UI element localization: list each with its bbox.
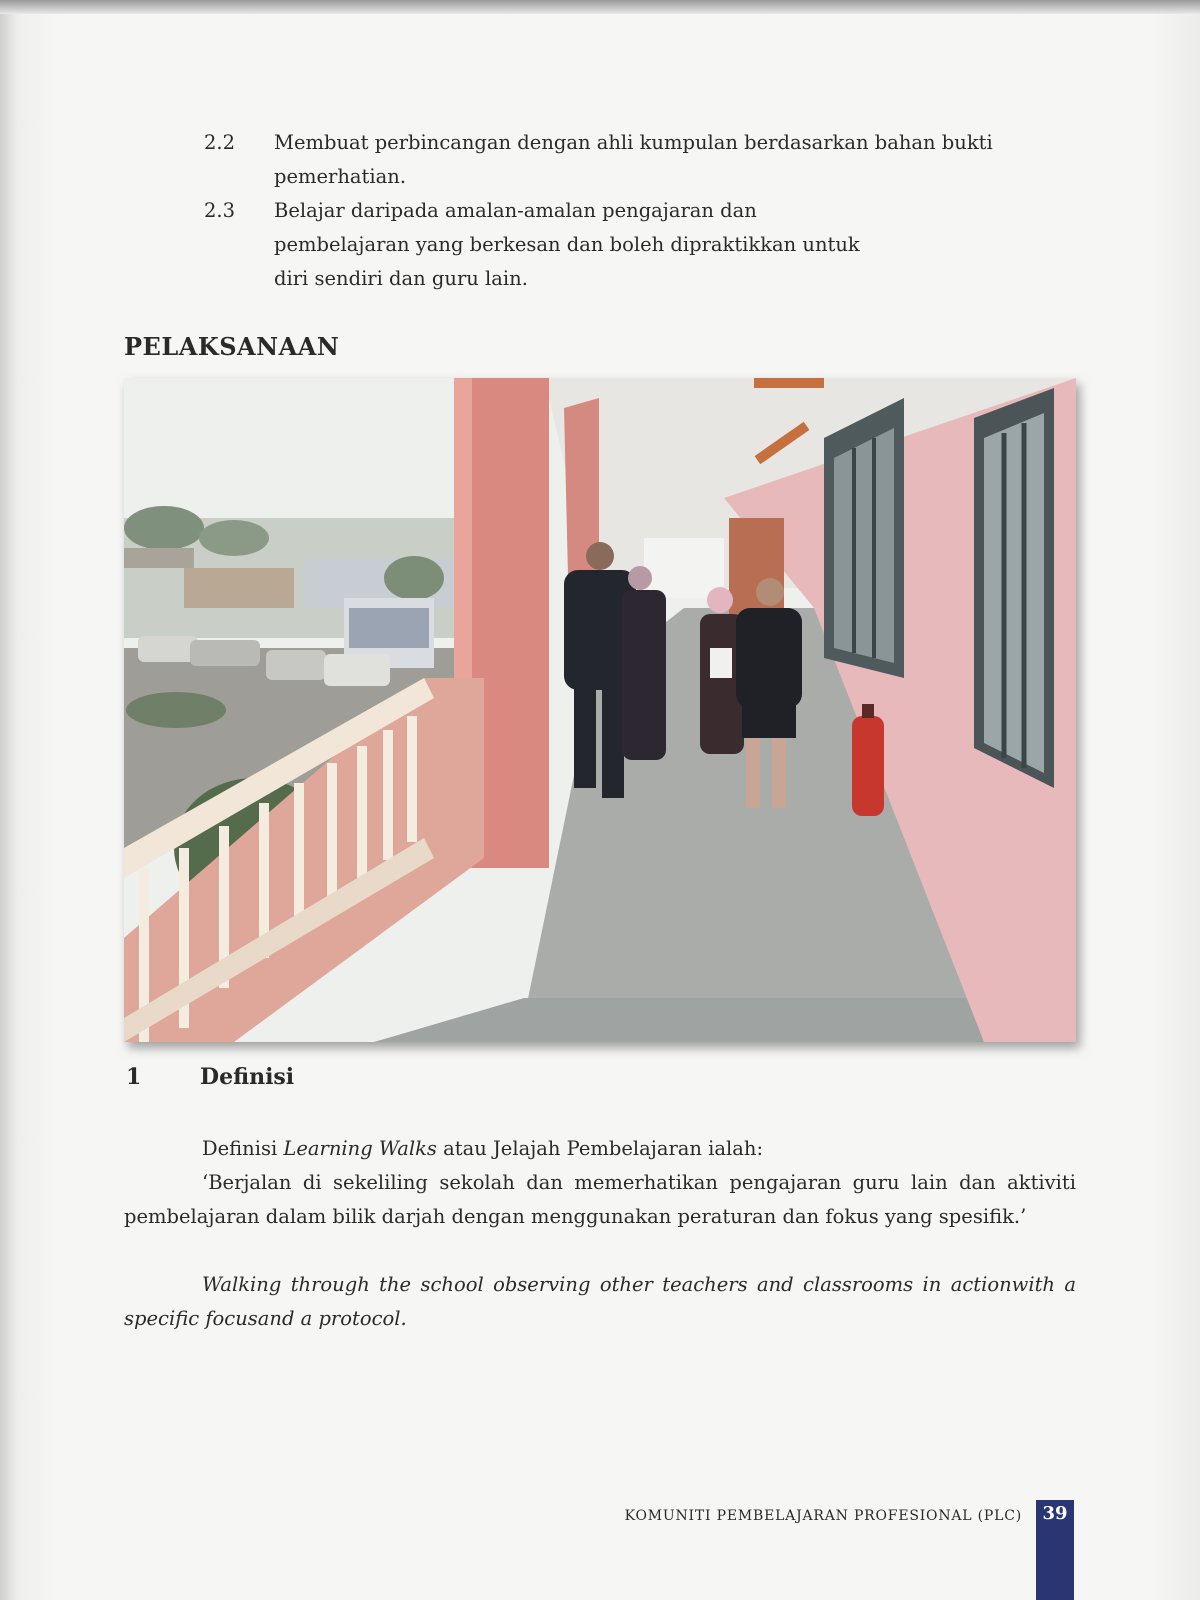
page-top-edge: [0, 0, 1200, 14]
intro-suffix: atau Jelajah Pembelajaran ialah:: [436, 1137, 764, 1160]
malay-definition: ‘Berjalan di sekeliling sekolah dan memerhatikan pengajaran guru lain dan aktiviti pembelajaran dalam bilik darjah dengan menggunakan peraturan dan fokus yang spesifik.’: [124, 1171, 1076, 1228]
list-item-text: Membuat perbincangan dengan ahli kumpulan berdasarkan bahan bukti pemerhatian.: [274, 131, 993, 188]
list-item: [204, 194, 894, 296]
list-item-number: 2.3: [204, 199, 236, 222]
person-2: [622, 566, 666, 760]
footer-running-title: KOMUNITI PEMBELAJARAN PROFESIONAL (PLC): [624, 1508, 1022, 1524]
corridor-photo: [124, 378, 1076, 1042]
intro-prefix: Definisi: [202, 1137, 284, 1160]
intro-term: Learning Walks: [283, 1137, 437, 1160]
definition-intro: [124, 1132, 1076, 1166]
list-item: [204, 126, 1024, 194]
subsection-number: 1: [126, 1064, 142, 1090]
numbered-list: [204, 126, 1024, 296]
english-definition: Walking through the school observing other teachers and classrooms in actionwith a specific focusand a protocol.: [124, 1273, 1076, 1330]
section-heading: PELAKSANAAN: [124, 332, 340, 361]
list-item-number: 2.2: [204, 131, 236, 154]
subsection-title: Definisi: [200, 1064, 295, 1090]
page-number: 39: [1042, 1503, 1068, 1524]
list-item-text: Belajar daripada amalan-amalan pengajaran dan pembelajaran yang berkesan dan boleh dipraktikkan untuk diri sendiri dan guru lain.: [274, 199, 860, 290]
subsection-heading: [126, 1064, 294, 1090]
